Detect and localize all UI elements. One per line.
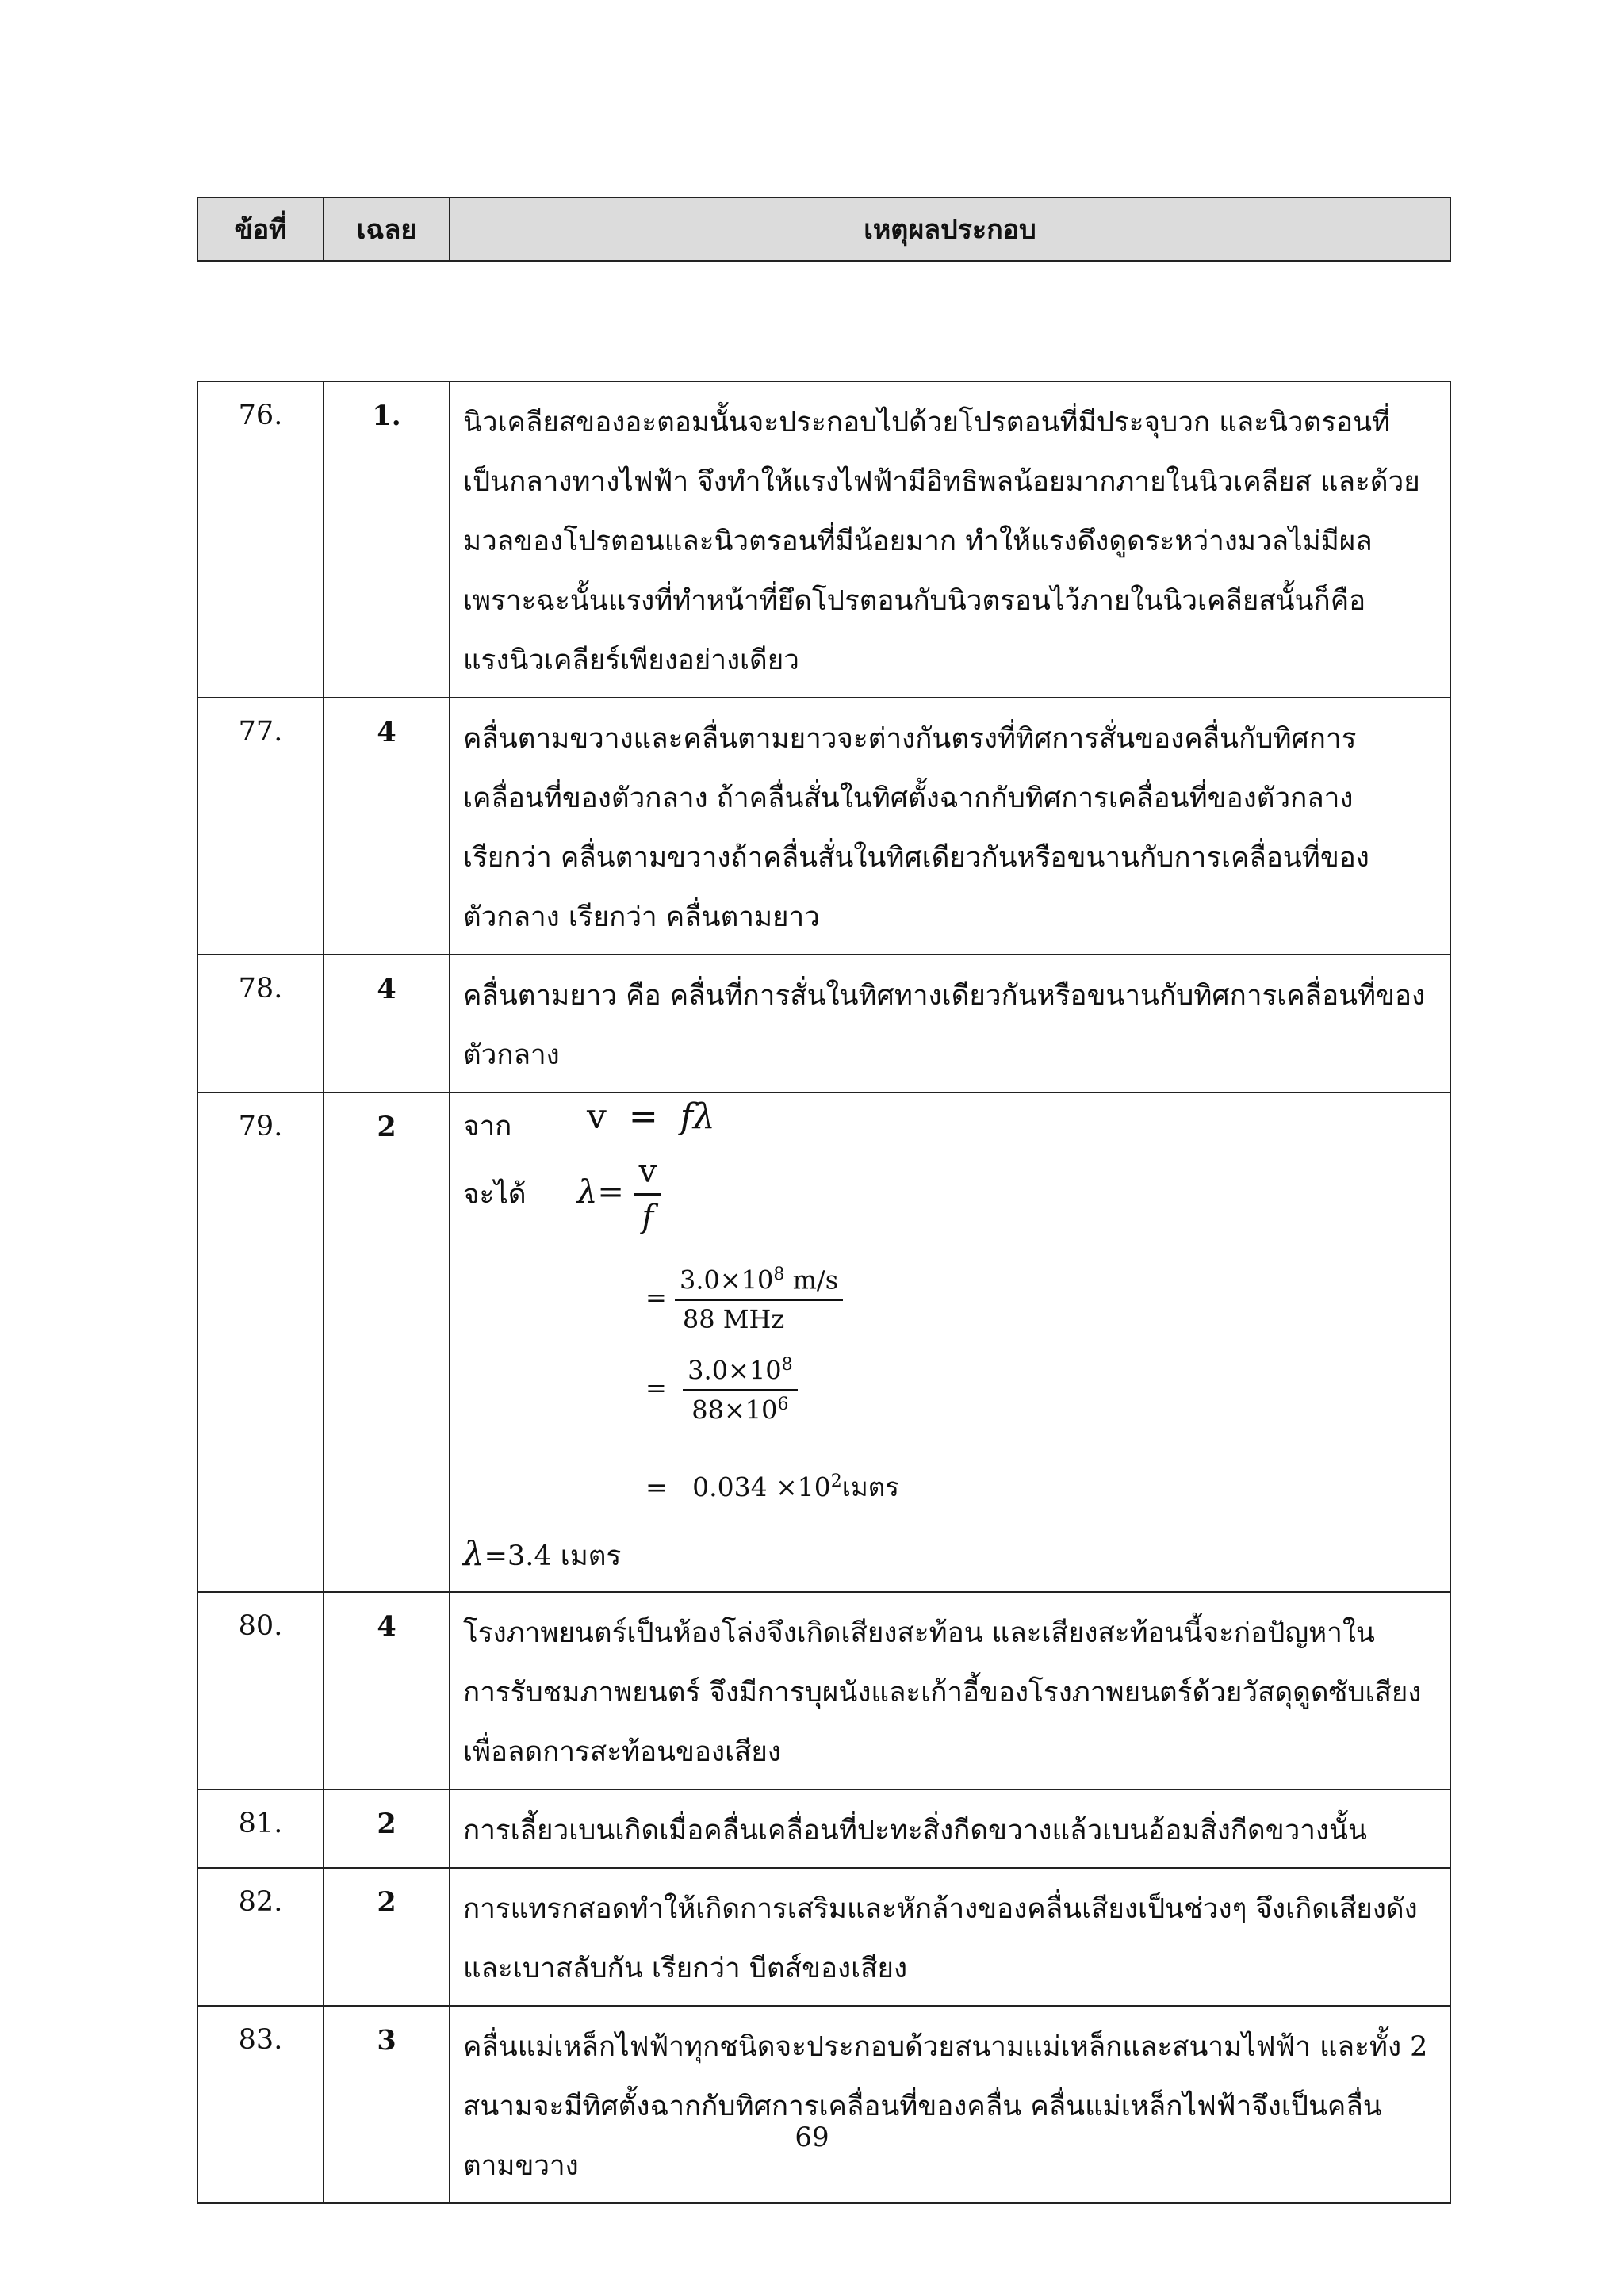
row-number: 79. xyxy=(197,1093,324,1592)
table-row xyxy=(197,2006,1450,2203)
row-number: 81. xyxy=(197,1789,324,1868)
row-reason: นิวเคลียสของอะตอมนั้นจะประกอบไปด้วยโปรตอนที่มีประจุบวก และนิวตรอนที่ เป็นกลางทางไฟฟ้า จึงทำให้แรงไฟฟ้ามีอิทธิพลน้อยมากภายในนิวเคลียส และด้วย มวลของโปรตอนและนิวตรอนที่มีน้อยมาก ทำให้แรงดึงดูดระหว่างมวลไม่มีผล เพราะฉะนั้นแรงที่ทำหน้าที่ยึดโปรตอนกับนิวตรอนไว้ภายในนิวเคลียสนั้นก็คือ แรงนิวเคลียร์เพียงอย่างเดียว xyxy=(450,381,1450,698)
row-number: 76. xyxy=(197,381,324,698)
row-answer: 3 xyxy=(324,2006,450,2203)
header-answer: เฉลย xyxy=(324,197,450,261)
get-label: จะได้ xyxy=(463,1179,527,1211)
table-row xyxy=(197,1868,1450,2006)
row-number: 80. xyxy=(197,1592,324,1789)
step-2: = $\frac{3.0\times 10^8}{88\times 10^6}$ xyxy=(645,1355,798,1425)
row-answer: 1. xyxy=(324,381,450,698)
answer-table xyxy=(197,381,1451,2204)
header-no: ข้อที่ xyxy=(197,197,324,261)
row-number: 78. xyxy=(197,955,324,1093)
row-reason: คลื่นตามยาว คือ คลื่นที่การสั่นในทิศทางเดียวกันหรือขนานกับทิศการเคลื่อนที่ของ ตัวกลาง xyxy=(450,955,1450,1093)
equation-2: λ= $\frac{v}{f}$ xyxy=(577,1154,661,1235)
row-answer: 4 xyxy=(324,698,450,955)
header-reason: เหตุผลประกอบ xyxy=(450,197,1450,261)
step-3: = $0.034 \times 10^2$เมตร xyxy=(645,1471,899,1502)
table-row xyxy=(197,698,1450,955)
row-answer: 4 xyxy=(324,955,450,1093)
row-answer: 2 xyxy=(324,1868,450,2006)
row-reason: โรงภาพยนตร์เป็นห้องโล่งจึงเกิดเสียงสะท้อน และเสียงสะท้อนนี้จะก่อปัญหาใน การรับชมภาพยนตร์ จึงมีการบุผนังและเก้าอี้ของโรงภาพยนตร์ด้วยวัสดุดูดซับเสียง เพื่อลดการสะท้อนของเสียง xyxy=(450,1592,1450,1789)
row-reason: การแทรกสอดทำให้เกิดการเสริมและหักล้างของคลื่นเสียงเป็นช่วงๆ จึงเกิดเสียงดัง และเบาสลับกัน เรียกว่า บีตส์ของเสียง xyxy=(450,1868,1450,2006)
step-1: = $\frac{3.0\times 10^8 m/s}{\text{88 MHz}}$ xyxy=(645,1265,843,1334)
row-answer: 2 xyxy=(324,1093,450,1592)
header-table xyxy=(197,197,1451,262)
table-row xyxy=(197,1592,1450,1789)
page-number: 69 xyxy=(795,2122,829,2153)
equation-1: v = fλ xyxy=(587,1096,715,1137)
row-reason: การเลี้ยวเบนเกิดเมื่อคลื่นเคลื่อนที่ปะทะสิ่งกีดขวางแล้วเบนอ้อมสิ่งกีดขวางนั้น xyxy=(450,1789,1450,1868)
table-row xyxy=(197,381,1450,698)
table-row xyxy=(197,955,1450,1093)
row-answer: 4 xyxy=(324,1592,450,1789)
table-row xyxy=(197,1789,1450,1868)
table-row xyxy=(197,1093,1450,1592)
row-reason: คลื่นตามขวางและคลื่นตามยาวจะต่างกันตรงที่ทิศการสั่นของคลื่นกับทิศการ เคลื่อนที่ของตัวกลาง ถ้าคลื่นสั่นในทิศตั้งฉากกับทิศการเคลื่อนที่ของตัวกลาง เรียกว่า คลื่นตามขวางถ้าคลื่นสั่นในทิศเดียวกันหรือขนานกับการเคลื่อนที่ของ ตัวกลาง เรียกว่า คลื่นตามยาว xyxy=(450,698,1450,955)
row-number: 77. xyxy=(197,698,324,955)
row-number: 82. xyxy=(197,1868,324,2006)
row-reason: คลื่นแม่เหล็กไฟฟ้าทุกชนิดจะประกอบด้วยสนามแม่เหล็กและสนามไฟฟ้า และทั้ง 2 สนามจะมีทิศตั้งฉากกับทิศการเคลื่อนที่ของคลื่น คลื่นแม่เหล็กไฟฟ้าจึงเป็นคลื่น ตามขวาง xyxy=(450,2006,1450,2203)
from-label: จาก xyxy=(463,1111,512,1142)
result-line: λ=3.4 เมตร xyxy=(463,1534,622,1573)
row-answer: 2 xyxy=(324,1789,450,1868)
row-number: 83. xyxy=(197,2006,324,2203)
calculation-cell xyxy=(450,1093,1450,1592)
